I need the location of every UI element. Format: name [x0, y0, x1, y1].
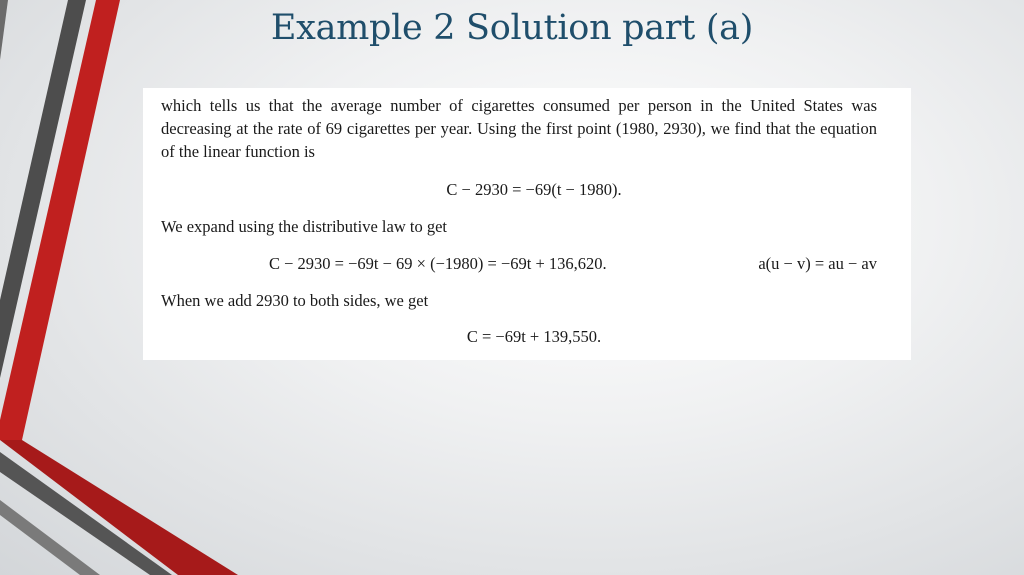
paragraph-add: When we add 2930 to both sides, we get: [161, 291, 429, 310]
distributive-law-note: a(u − v) = au − av: [758, 254, 877, 273]
solution-panel: [143, 88, 911, 360]
equation-expanded: C − 2930 = −69t − 69 × (−1980) = −69t + 136,620.: [269, 254, 607, 273]
equation-point-slope: C − 2930 = −69(t − 1980).: [446, 180, 622, 199]
equation-expanded-row: [161, 252, 877, 275]
paragraph-rate: which tells us that the average number of cigarettes consumed per person in the United States was decreasing at the rate of 69 cigarettes per year. Using the first point (1980, 2930), we find that the equation of the linear function is: [161, 96, 877, 161]
dark-bottom-stripe: [0, 452, 172, 575]
gray-corner-stripe: [0, 500, 100, 575]
equation-final: C = −69t + 139,550.: [466, 327, 602, 346]
paragraph-expand: We expand using the distributive law to get: [161, 217, 447, 236]
red-bottom-stripe: [0, 440, 238, 575]
slide-title: Example 2 Solution part (a): [270, 8, 754, 48]
